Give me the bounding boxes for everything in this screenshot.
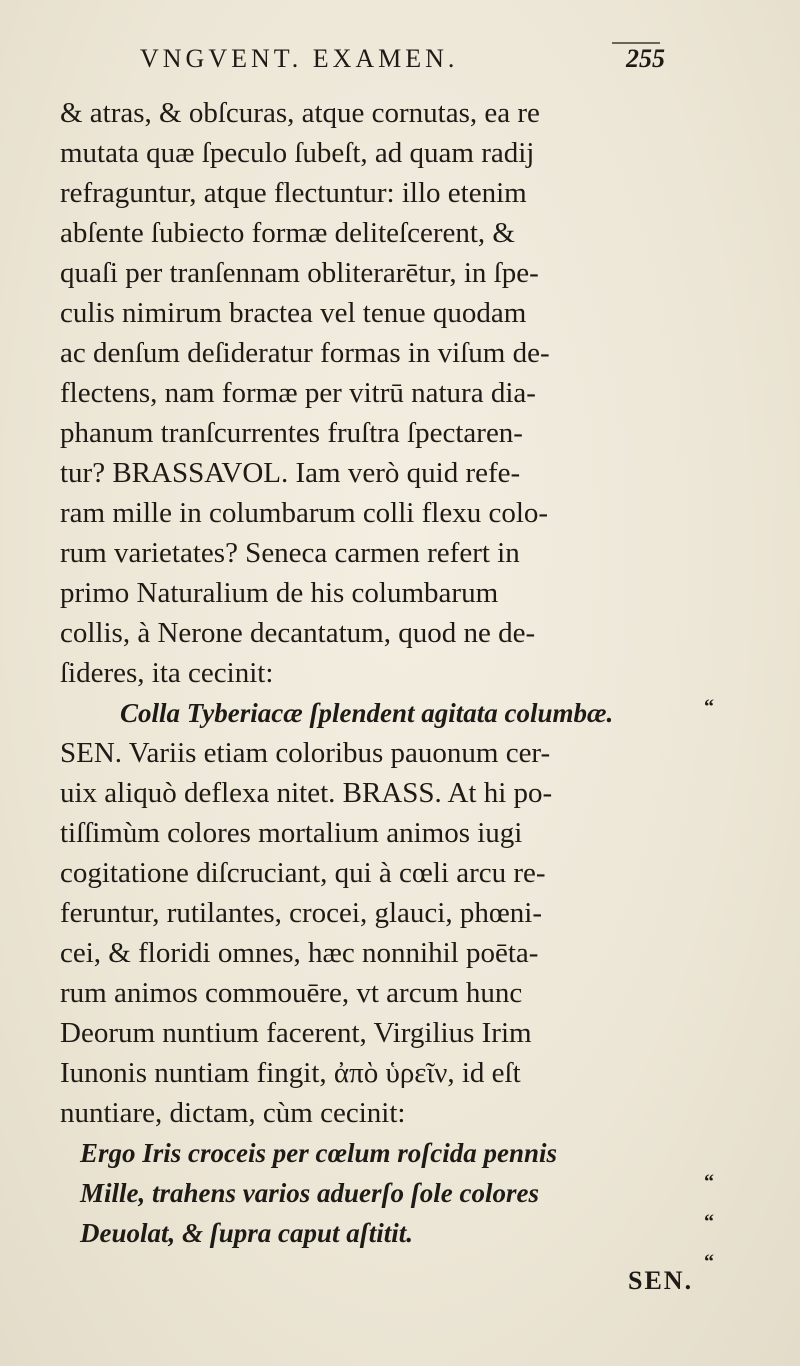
text-line: abſente ſubiecto formæ deliteſcerent, & xyxy=(60,217,515,249)
page-number: 255 xyxy=(626,44,665,73)
verse-line: Ergo Iris crocеis per cœlum roſcida pennis xyxy=(80,1138,558,1168)
text-line: rum animos commouēre, vt arcum hunc xyxy=(60,977,523,1009)
catchword: SEN. xyxy=(628,1266,694,1295)
text-line: ac denſum deſideratur formas in viſum de- xyxy=(60,337,550,369)
verse-line: Mille, trahens varios aduerſo ſole colores xyxy=(80,1178,539,1208)
text-line: tiſſimùm colores mortalium animos iugi xyxy=(60,817,523,849)
text-line: ſideres, ita cecinit: xyxy=(60,657,274,689)
running-head: VNGVENT. EXAMEN. xyxy=(140,44,459,73)
quote-mark: “ xyxy=(704,1251,714,1273)
text-line: mutata quæ ſpeculo ſubeſt, ad quam radij xyxy=(60,137,535,169)
text-line: Iunonis nuntiam fingit, ἀπὸ ὑρεῖν, id eſt xyxy=(60,1057,521,1089)
text-line: tur? BRASSAVOL. Iam verò quid refe- xyxy=(60,457,521,489)
verse-line: Colla Tyberiacæ ſplendent agitata columbæ. xyxy=(120,698,614,728)
text-line: culis nimirum bractea vel tenue quodam xyxy=(60,297,527,329)
text-line: cei, & floridi omnes, hæc nonnihil poēta- xyxy=(60,937,539,969)
text-line: phanum tranſcurrentes fruſtra ſpectaren- xyxy=(60,417,523,449)
text-line: uix aliquò deflexa nitet. BRASS. At hi po- xyxy=(60,777,553,809)
text-line: & atras, & obſcuras, atque cornutas, ea re xyxy=(60,97,540,129)
text-line: flectens, nam formæ per vitrū natura dia- xyxy=(60,377,536,409)
text-line: refraguntur, atque flectuntur: illo etenim xyxy=(60,177,527,209)
text-line: quaſi per tranſennam obliterarētur, in ſpe- xyxy=(60,257,539,289)
text-line: nuntiare, dictam, cùm cecinit: xyxy=(60,1097,406,1129)
text-line: feruntur, rutilantes, crocei, glauci, phœni- xyxy=(60,897,542,929)
text-line: collis, à Nerone decantatum, quod ne de- xyxy=(60,617,536,649)
text-line: primo Naturalium de his columbarum xyxy=(60,577,499,609)
text-line: Deorum nuntium facerent, Virgilius Irim xyxy=(60,1017,532,1049)
quote-mark: “ xyxy=(704,1211,714,1233)
text-line: cogitatione diſcruciant, qui à cœli arcu re- xyxy=(60,857,546,889)
page-header xyxy=(0,44,800,84)
quote-mark: “ xyxy=(704,696,714,718)
verse-line: Deuolat, & ſupra caput aſtitit. xyxy=(80,1218,414,1248)
text-line: ram mille in columbarum colli flexu colo- xyxy=(60,497,549,529)
text-line: rum varietates? Seneca carmen refert in xyxy=(60,537,520,569)
quote-mark: “ xyxy=(704,1171,714,1193)
body-text xyxy=(60,93,690,1253)
text-line: SEN. Variis etiam coloribus pauonum cer- xyxy=(60,737,551,769)
